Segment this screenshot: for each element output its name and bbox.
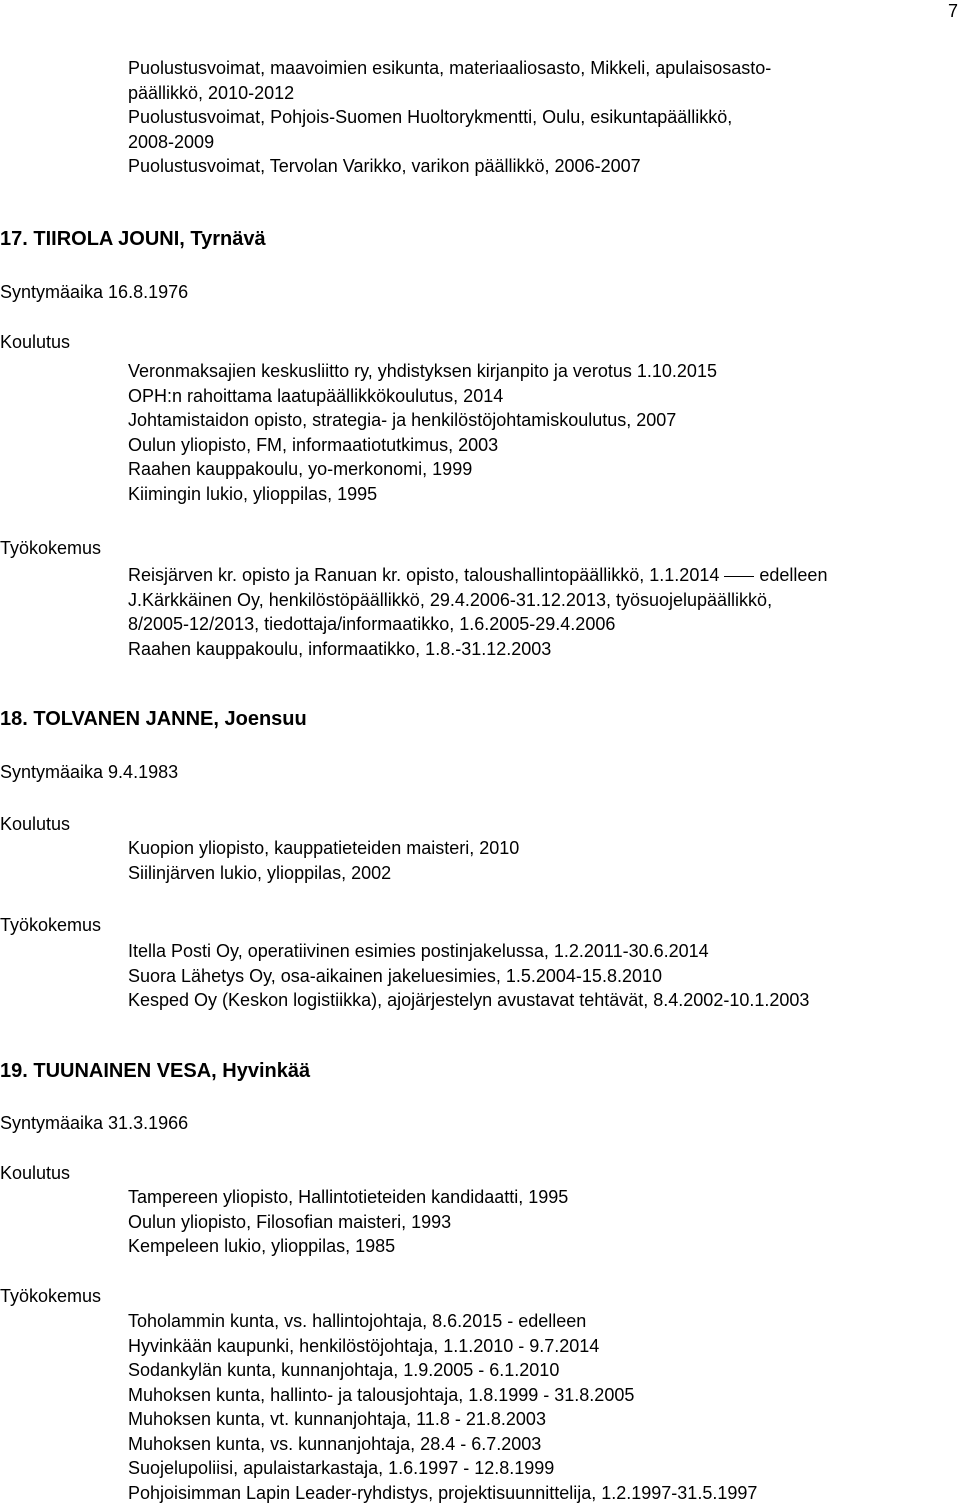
- list-item: Kesped Oy (Keskon logistiikka), ajojärjestelyn avustavat tehtävät, 8.4.2002-10.1.2003: [128, 990, 810, 1010]
- experience-label-19: Työkokemus: [0, 1286, 102, 1306]
- education-list-17: [128, 359, 948, 506]
- page-number: 7: [947, 1, 958, 21]
- list-item: 2008-2009: [128, 131, 215, 152]
- list-item: Kiimingin lukio, ylioppilas, 1995: [128, 483, 378, 504]
- birth-date-17: Syntymäaika 16.8.1976: [0, 282, 189, 302]
- experience-list-19: [128, 1309, 948, 1505]
- list-item: Johtamistaidon opisto, strategia- ja henkilöstöjohtamiskoulutus, 2007: [128, 410, 677, 430]
- list-item: Itella Posti Oy, operatiivinen esimies postinjakelussa, 1.2.2011-30.6.2014: [128, 941, 709, 961]
- birth-date-18: Syntymäaika 9.4.1983: [0, 762, 179, 782]
- education-list-18: [128, 836, 948, 885]
- list-item: Muhoksen kunta, vs. kunnanjohtaja, 28.4 - 6.7.2003: [128, 1433, 542, 1454]
- list-item: Muhoksen kunta, vt. kunnanjohtaja, 11.8 - 21.8.2003: [128, 1409, 546, 1429]
- list-item: Toholammin kunta, vs. hallintojohtaja, 8.6.2015 - edelleen: [128, 1311, 587, 1331]
- list-item: J.Kärkkäinen Oy, henkilöstöpäällikkö, 29.4.2006-31.12.2013, työsuojelupäällikkö,: [128, 589, 773, 610]
- person-heading-17: 17. TIIROLA JOUNI, Tyrnävä: [0, 228, 266, 250]
- experience-label-17: Työkokemus: [0, 538, 102, 558]
- experience-list-17: [128, 563, 948, 661]
- person-heading-18: 18. TOLVANEN JANNE, Joensuu: [0, 708, 307, 730]
- list-item: Puolustusvoimat, Tervolan Varikko, varikon päällikkö, 2006-2007: [128, 156, 641, 176]
- list-item: Puolustusvoimat, Pohjois-Suomen Huoltorykmentti, Oulu, esikuntapäällikkö,: [128, 107, 733, 127]
- list-item: Reisjärven kr. opisto ja Ranuan kr. opisto, taloushallintopäällikkö, 1.1.2014 edelleen: [128, 565, 828, 585]
- person-heading-19: 19. TUUNAINEN VESA, Hyvinkää: [0, 1060, 311, 1082]
- experience-label-18: Työkokemus: [0, 915, 102, 935]
- list-item: Sodankylän kunta, kunnanjohtaja, 1.9.2005 - 6.1.2010: [128, 1360, 560, 1380]
- list-item: Suojelupoliisi, apulaistarkastaja, 1.6.1997 - 12.8.1999: [128, 1458, 555, 1478]
- education-label-18: Koulutus: [0, 814, 71, 834]
- list-item: Puolustusvoimat, maavoimien esikunta, materiaaliosasto, Mikkeli, apulaisosasto-: [128, 58, 772, 78]
- list-item: Oulun yliopisto, Filosofian maisteri, 1993: [128, 1211, 452, 1232]
- experience-list-18: [128, 939, 948, 1013]
- list-item: OPH:n rahoittama laatupäällikkökoulutus, 2014: [128, 385, 504, 406]
- education-label-17: Koulutus: [0, 332, 71, 352]
- list-item: Siilinjärven lukio, ylioppilas, 2002: [128, 862, 392, 883]
- list-item: Raahen kauppakoulu, informaatikko, 1.8.-31.12.2003: [128, 638, 552, 659]
- list-item: Oulun yliopisto, FM, informaatiotutkimus, 2003: [128, 434, 499, 455]
- education-label-19: Koulutus: [0, 1163, 71, 1183]
- list-item: Hyvinkään kaupunki, henkilöstöjohtaja, 1.1.2010 - 9.7.2014: [128, 1335, 600, 1356]
- education-list-19: [128, 1185, 948, 1259]
- list-item-suffix: edelleen: [759, 565, 828, 585]
- birth-date-19: Syntymäaika 31.3.1966: [0, 1113, 189, 1133]
- list-item: 8/2005-12/2013, tiedottaja/informaatikko, 1.6.2005-29.4.2006: [128, 614, 616, 634]
- list-item: Muhoksen kunta, hallinto- ja talousjohtaja, 1.8.1999 - 31.8.2005: [128, 1384, 635, 1405]
- list-item: Raahen kauppakoulu, yo-merkonomi, 1999: [128, 459, 473, 479]
- intro-experience-list: [128, 56, 948, 179]
- list-item: Kuopion yliopisto, kauppatieteiden maisteri, 2010: [128, 838, 520, 858]
- list-item: Veronmaksajien keskusliitto ry, yhdistyksen kirjanpito ja verotus 1.10.2015: [128, 361, 717, 381]
- list-item: päällikkö, 2010-2012: [128, 82, 295, 103]
- list-item: Tampereen yliopisto, Hallintotieteiden kandidaatti, 1995: [128, 1187, 569, 1207]
- dash-mark: [724, 576, 754, 577]
- list-item: Kempeleen lukio, ylioppilas, 1985: [128, 1236, 396, 1256]
- list-item: Pohjoisimman Lapin Leader-ryhdistys, projektisuunnittelija, 1.2.1997-31.5.1997: [128, 1482, 758, 1503]
- list-item: Suora Lähetys Oy, osa-aikainen jakeluesimies, 1.5.2004-15.8.2010: [128, 965, 662, 986]
